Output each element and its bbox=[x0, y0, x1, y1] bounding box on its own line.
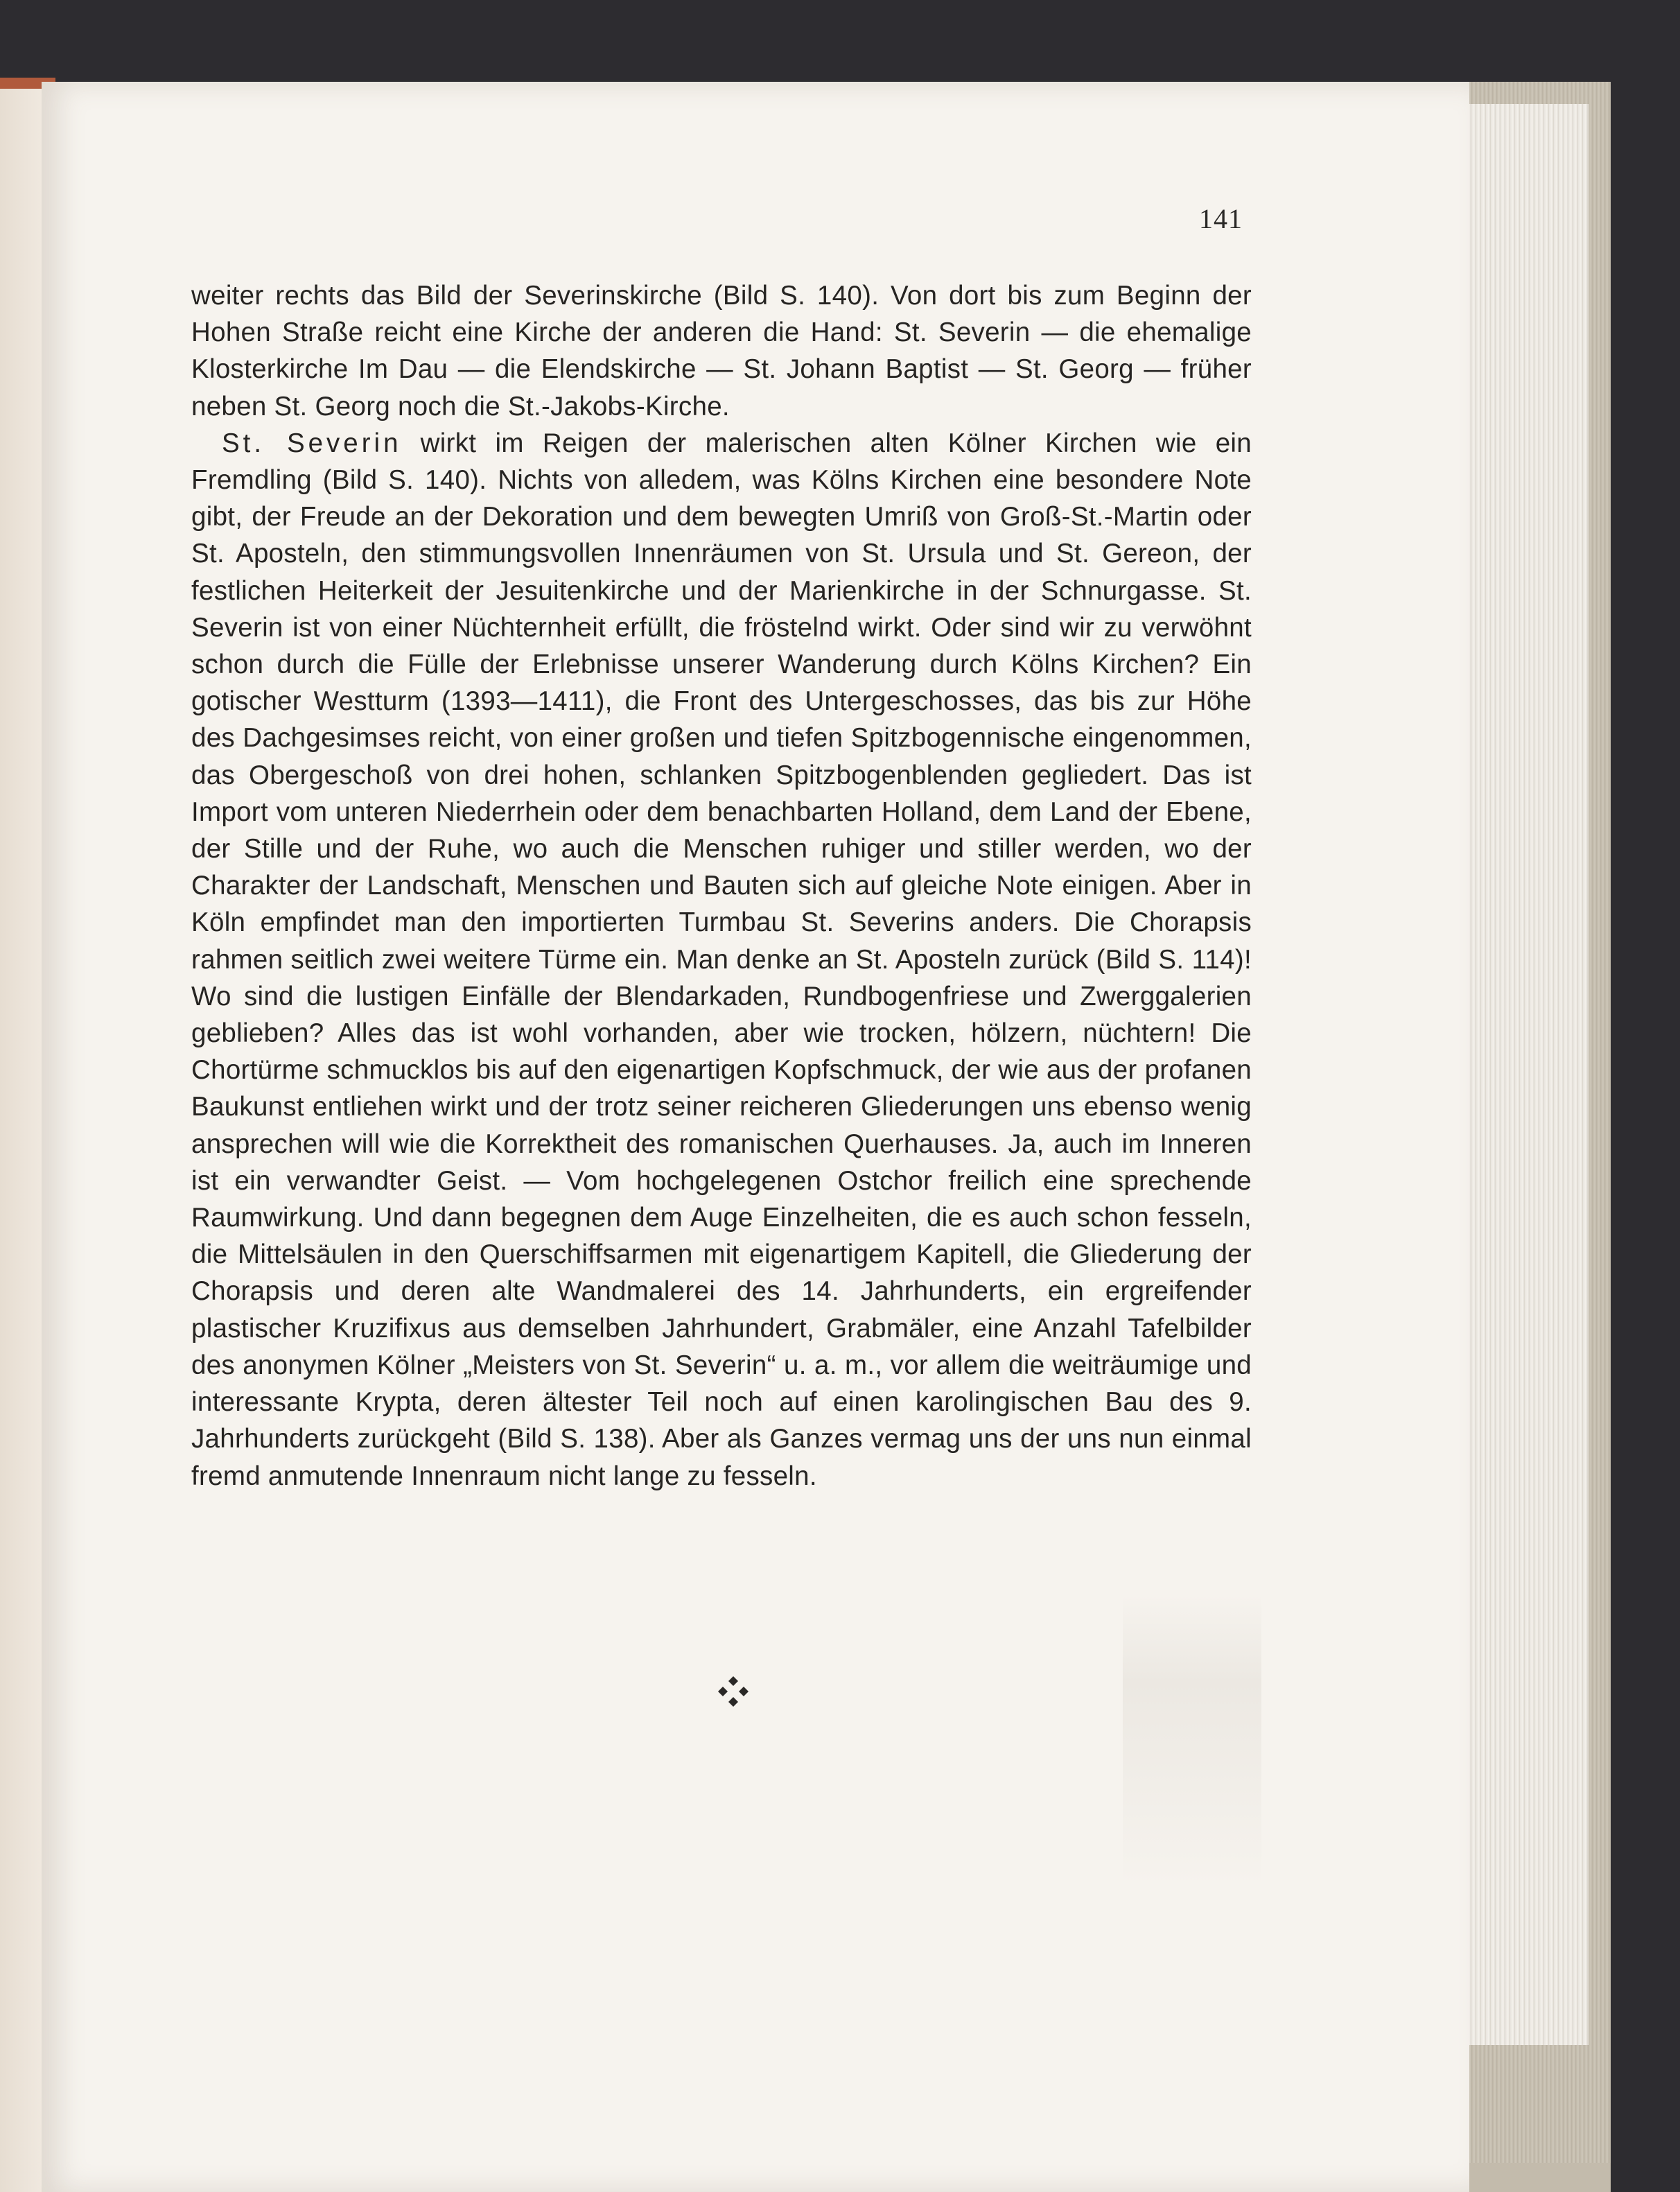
paragraph-2 bbox=[191, 425, 1252, 1495]
paragraph-1: weiter rechts das Bild der Severinskirche (Bild S. 140). Von dort bis zum Beginn der Hohen Straße reicht eine Kirche der anderen die Hand: St. Severin — die ehemalige Klosterkirche Im Dau — die Elendskirche — St. Johann Baptist — St. Georg — früher neben St. Georg noch die St.-Jakobs-Kirche. bbox=[191, 281, 1252, 421]
body-text bbox=[191, 277, 1252, 1495]
four-diamond-ornament-icon bbox=[712, 1671, 754, 1712]
page-stack-edge bbox=[1455, 104, 1589, 2045]
paragraph-2-lead: St. Severin bbox=[222, 428, 402, 458]
page-showthrough bbox=[1123, 1594, 1261, 1886]
page-number: 141 bbox=[1199, 203, 1243, 234]
paragraph-2-text: wirkt im Reigen der malerischen alten Kölner Kirchen wie ein Fremdling (Bild S. 140). Nichts von alledem, was Kölns Kirchen eine besondere Note gibt, der Freude an der Dekoration und dem bewegten Umriß von Groß-St.-Martin oder St. Aposteln, den stimmungsvollen Innenräumen von St. Ursula und St. Gereon, der festlichen Heiterkeit der Jesuitenkirche und der Marienkirche in der Schnurgasse. St. Severin ist von einer Nüchternheit erfüllt, die fröstelnd wirkt. Oder sind wir zu verwöhnt schon durch die Fülle der Erlebnisse unserer Wanderung durch Kölns Kirchen? Ein gotischer Westturm (1393—1411), die Front des Untergeschosses, das bis zur Höhe des Dachgesimses reicht, von einer großen und tiefen Spitzbogennische eingenommen, das Obergeschoß von drei hohen, schlanken Spitzbogenblenden gegliedert. Das ist Import vom unteren Niederrhein oder dem benachbarten Holland, dem Land der Ebene, der Stille und der Ruhe, wo auch die Menschen ruhiger und stiller werden, wo der Charakter der Landschaft, Menschen und Bauten sich auf gleiche Note einigen. Aber in Köln empfindet man den importierten Turmbau St. Severins anders. Die Chorapsis rahmen seitlich zwei weitere Türme ein. Man denke an St. Aposteln zurück (Bild S. 114)! Wo sind die lustigen Einfälle der Blendarkaden, Rundbogenfriese und Zwerggalerien geblieben? Alles das ist wohl vorhanden, aber wie trocken, hölzern, nüchtern! Die Chortürme schmucklos bis auf den eigenartigen Kopfschmuck, der wie aus der profanen Baukunst entliehen wirkt und der trotz seiner reicheren Gliederungen uns ebenso wenig ansprechen will wie die Korrektheit des romanischen Querhauses. Ja, auch im Inneren ist ein verwandter Geist. — Vom hochgelegenen Ostchor freilich eine sprechende Raumwirkung. Und dann begegnen dem Auge Einzelheiten, die es auch schon fesseln, die Mittelsäulen in den Querschiffsarmen mit eigenartigem Kapitell, die Gliederung der Chorapsis und deren alte Wandmalerei des 14. Jahrhunderts, ein ergreifender plastischer Kruzifixus aus demselben Jahrhundert, Grabmäler, eine Anzahl Tafelbilder des anonymen Kölner „Meisters von St. Severin“ u. a. m., vor allem die weiträumige und interessante Krypta, deren ältester Teil noch auf einen karolingischen Bau des 9. Jahrhunderts zurückgeht (Bild S. 138). Aber als Ganzes vermag uns der uns nun einmal fremd anmutende Innenraum nicht lange zu fesseln. bbox=[191, 428, 1252, 1491]
